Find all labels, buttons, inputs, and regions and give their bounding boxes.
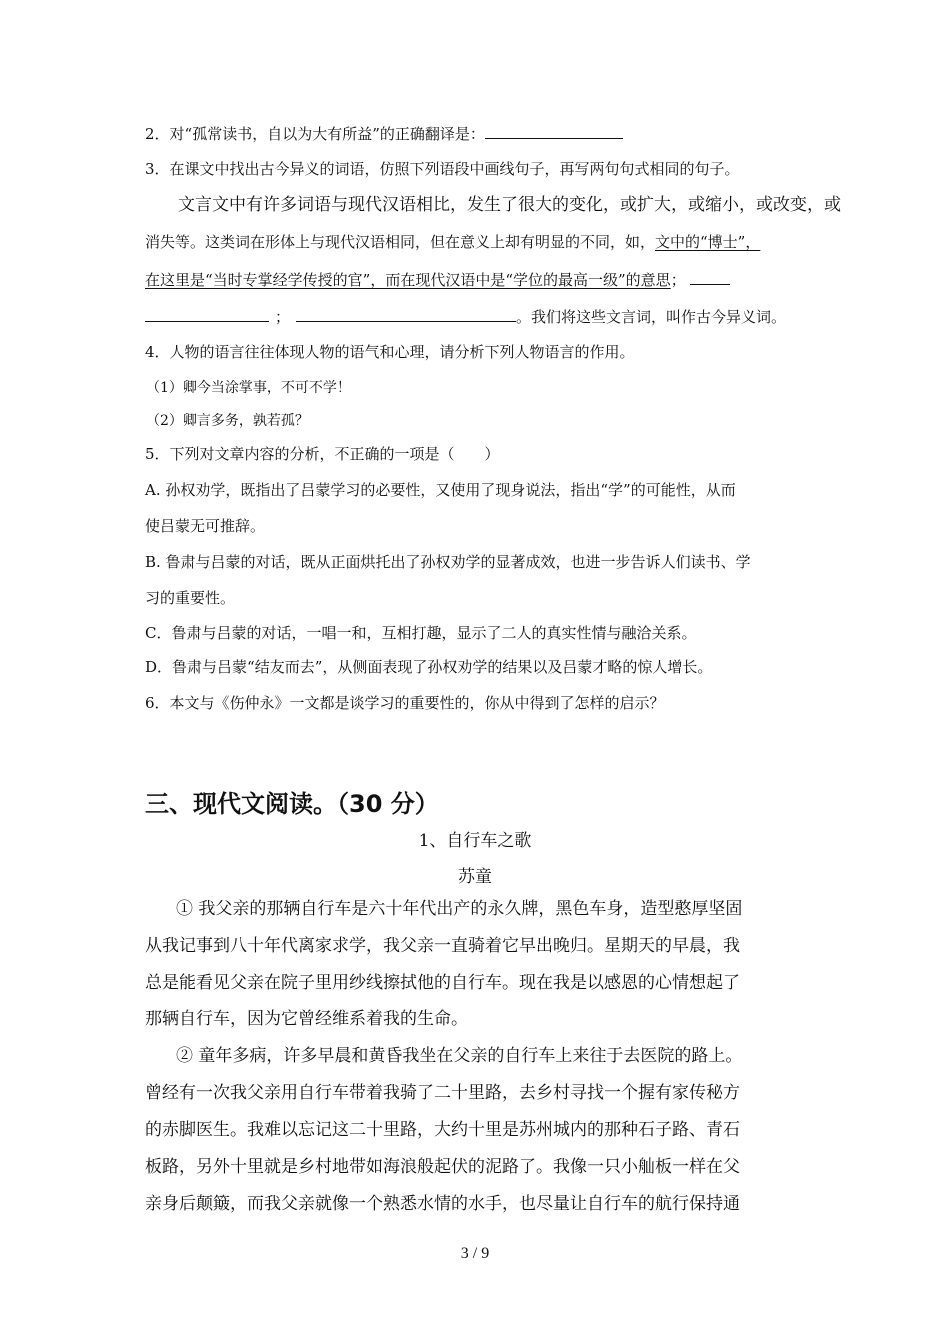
q3-separator: ； xyxy=(275,308,291,326)
option-a-line-2: 使吕蒙无可推辞。 xyxy=(145,517,266,535)
paragraph-line: 总是能看见父亲在院子里用纱线擦拭他的自行车。现在我是以感恩的心情想起了 xyxy=(145,973,740,993)
answer-blank xyxy=(690,268,730,285)
question-2-text: 2．对“孤常读书，自以为大有所益”的正确翻译是： xyxy=(145,125,485,143)
paragraph-line: ② 童年多病，许多早晨和黄昏我坐在父亲的自行车上来往于去医院的路上。 xyxy=(176,1046,743,1066)
paragraph-line: 的赤脚医生。我难以忘记这二十里路，大约十里是苏州城内的那种石子路、青石 xyxy=(145,1120,740,1140)
option-a-line-1: A. 孙权劝学，既指出了吕蒙学习的必要性，又使用了现身说法，指出“学”的可能性，从而 xyxy=(145,481,736,499)
answer-blank xyxy=(296,305,516,322)
paragraph-line: 曾经有一次我父亲用自行车带着我骑了二十里路，去乡村寻找一个握有家传秘方 xyxy=(145,1083,740,1103)
question-3: 3．在课文中找出古今异义的词语，仿照下列语段中画线句子，再写两句句式相同的句子。 xyxy=(145,160,740,178)
paragraph-line: 那辆自行车，因为它曾经维系着我的生命。 xyxy=(145,1009,468,1029)
q3-passage-text: 消失等。这类词在形体上与现代汉语相同，但在意义上却有明显的不同，如， xyxy=(145,233,656,251)
q3-passage-line-2 xyxy=(145,231,760,253)
question-4-item-1: （1）卿今当涂掌事，不可不学！ xyxy=(146,380,351,396)
article-author: 苏童 xyxy=(458,867,492,887)
paragraph-line: 亲身后颠簸，而我父亲就像一个熟悉水情的水手，也尽量让自行车的航行保持通 xyxy=(145,1194,740,1214)
q3-passage-line-1: 文言文中有许多词语与现代汉语相比，发生了很大的变化，或扩大，或缩小，或改变，或 xyxy=(178,195,841,215)
q3-passage-end: 。我们将这些文言词，叫作古今异义词。 xyxy=(516,308,787,326)
question-4: 4．人物的语言往往体现人物的语气和心理，请分析下列人物语言的作用。 xyxy=(145,343,635,361)
paragraph-line: 板路，另外十里就是乡村地带如海浪般起伏的泥路了。我像一只小舢板一样在父 xyxy=(145,1157,740,1177)
question-2 xyxy=(145,122,623,145)
answer-blank xyxy=(145,305,269,322)
option-c: C．鲁肃与吕蒙的对话，一唱一和，互相打趣，显示了二人的真实性情与融洽关系。 xyxy=(145,624,697,642)
paragraph-line: 从我记事到八十年代离家求学，我父亲一直骑着它早出晚归。星期天的早晨，我 xyxy=(145,936,740,956)
paragraph-line: ① 我父亲的那辆自行车是六十年代出产的永久牌，黑色车身，造型憨厚坚固 xyxy=(176,899,743,919)
page-number: 3 / 9 xyxy=(460,1245,490,1262)
q3-semicolon: ； xyxy=(670,271,686,289)
option-b-line-1: B. 鲁肃与吕蒙的对话，既从正面烘托出了孙权劝学的显著成效，也进一步告诉人们读书、学 xyxy=(145,553,751,571)
q3-passage-line-4 xyxy=(145,305,786,328)
q3-passage-line-3 xyxy=(145,268,730,291)
question-6: 6．本文与《伤仲永》一文都是谈学习的重要性的，你从中得到了怎样的启示？ xyxy=(145,694,665,712)
option-b-line-2: 习的重要性。 xyxy=(145,589,236,607)
underlined-example-sentence: 文中的“博士”， xyxy=(655,233,761,251)
question-4-item-2: （2）卿言多务，孰若孤？ xyxy=(146,413,309,429)
section-heading: 三、现代文阅读。（30 分） xyxy=(145,790,439,818)
option-d: D．鲁肃与吕蒙“结友而去”，从侧面表现了孙权劝学的结果以及吕蒙才略的惊人增长。 xyxy=(145,658,713,676)
question-5: 5．下列对文章内容的分析，不正确的一项是（ ） xyxy=(145,445,500,463)
article-title: 1、自行车之歌 xyxy=(418,831,532,851)
underlined-example-sentence-cont: 在这里是“当时专掌经学传授的官”，而在现代汉语中是“学位的最高一级”的意思 xyxy=(145,271,671,289)
answer-blank xyxy=(485,122,623,139)
